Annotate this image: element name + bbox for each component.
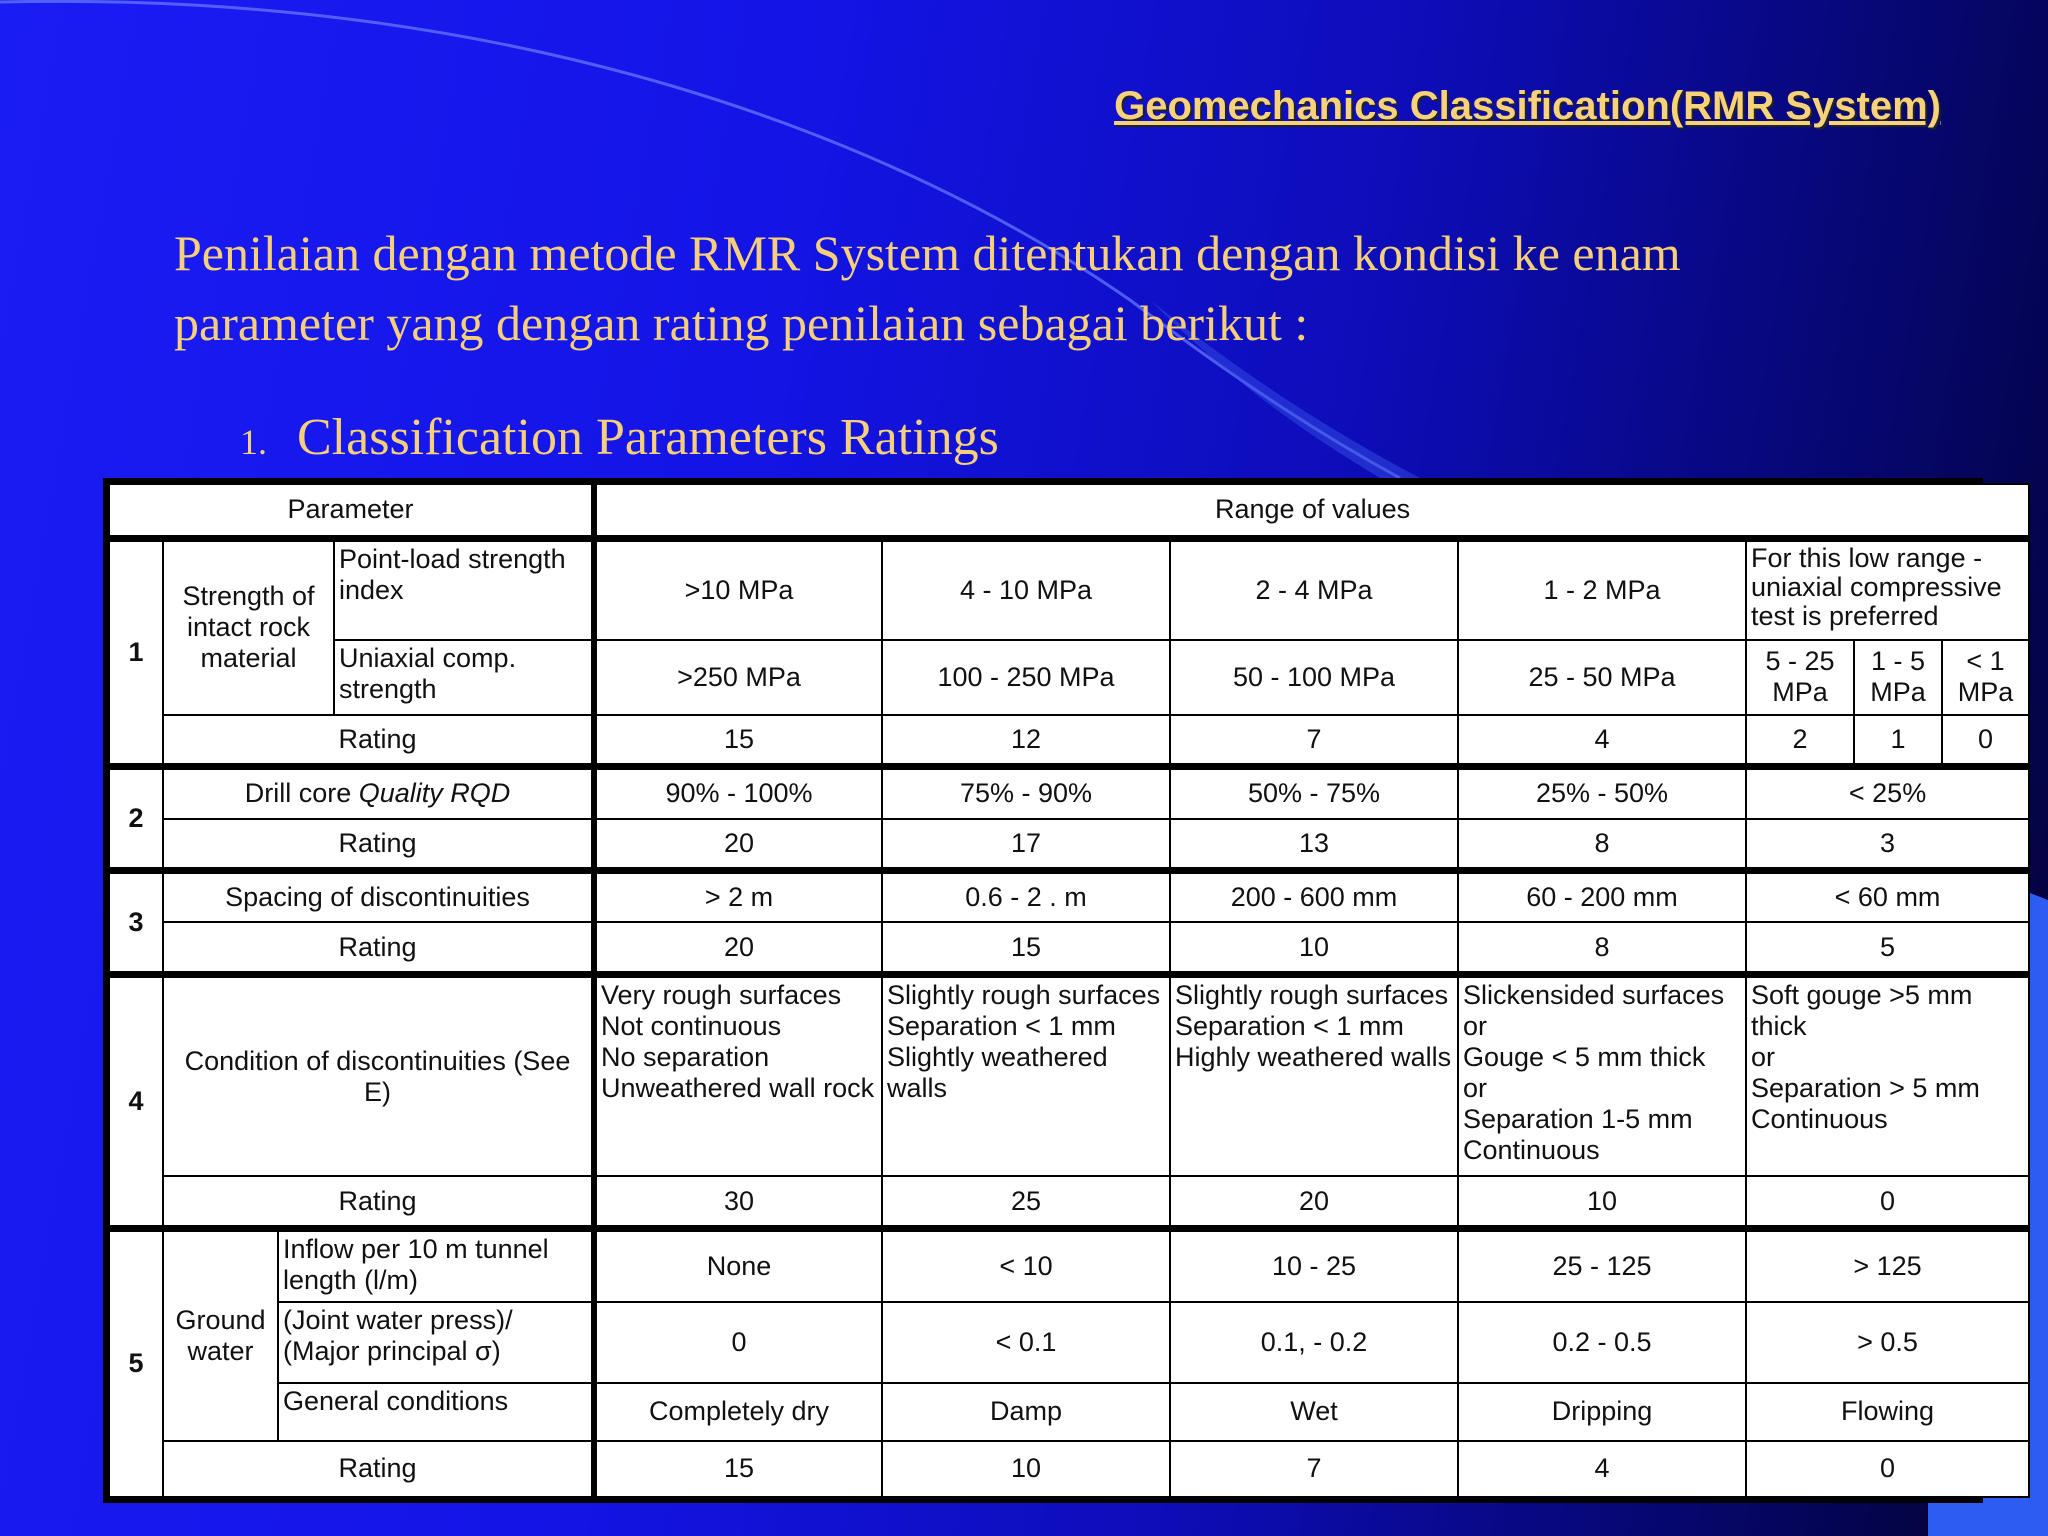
table-cell: < 1 MPa bbox=[1942, 640, 2029, 715]
rating-cell: 8 bbox=[1458, 819, 1746, 871]
table-cell: 60 - 200 mm bbox=[1458, 870, 1746, 922]
table-cell: 5 - 25 MPa bbox=[1746, 640, 1854, 715]
table-cell: None bbox=[594, 1228, 882, 1301]
table-cell: 75% - 90% bbox=[882, 767, 1170, 819]
table-cell: 1 - 2 MPa bbox=[1458, 538, 1746, 640]
rating-cell: 15 bbox=[882, 922, 1170, 974]
table-row bbox=[109, 1383, 2029, 1441]
table-row bbox=[109, 767, 2029, 819]
table-cell: Slightly rough surfaces Separation < 1 mm Highly weathered walls bbox=[1170, 974, 1458, 1176]
table-cell: 0 bbox=[594, 1302, 882, 1383]
slide-title: Geomechanics Classification(RMR System) bbox=[1114, 84, 1941, 128]
rating-label: Rating bbox=[163, 819, 594, 871]
table-row bbox=[109, 922, 2029, 974]
subheading-text: Classification Parameters Ratings bbox=[297, 409, 999, 466]
table-cell: Soft gouge >5 mm thick or Separation > 5 mm Continuous bbox=[1746, 974, 2029, 1176]
table-cell: 1 - 5 MPa bbox=[1854, 640, 1942, 715]
table-cell: 2 - 4 MPa bbox=[1170, 538, 1458, 640]
table-row bbox=[109, 974, 2029, 1176]
rating-cell: 0 bbox=[1746, 1441, 2029, 1497]
table-row bbox=[109, 819, 2029, 871]
rating-cell: 20 bbox=[1170, 1176, 1458, 1228]
table-cell: 100 - 250 MPa bbox=[882, 640, 1170, 715]
table-cell: Very rough surfaces Not continuous No separation Unweathered wall rock bbox=[594, 974, 882, 1176]
rating-cell: 10 bbox=[882, 1441, 1170, 1497]
rating-cell: 7 bbox=[1170, 1441, 1458, 1497]
rating-cell: 15 bbox=[594, 715, 882, 767]
rating-cell: 4 bbox=[1458, 1441, 1746, 1497]
sub-param-label: Point-load strength index bbox=[334, 538, 594, 640]
rating-cell: 15 bbox=[594, 1441, 882, 1497]
param-label: Spacing of discontinuities bbox=[163, 870, 594, 922]
rating-cell: 1 bbox=[1854, 715, 1942, 767]
rating-cell: 7 bbox=[1170, 715, 1458, 767]
table-cell: Dripping bbox=[1458, 1383, 1746, 1441]
header-range: Range of values bbox=[594, 484, 2029, 538]
rating-cell: 20 bbox=[594, 819, 882, 871]
rating-cell: 13 bbox=[1170, 819, 1458, 871]
table-cell: 25 - 125 bbox=[1458, 1228, 1746, 1301]
rmr-table-frame bbox=[103, 478, 2014, 1503]
table-cell: 25% - 50% bbox=[1458, 767, 1746, 819]
rating-cell: 5 bbox=[1746, 922, 2029, 974]
table-cell: Damp bbox=[882, 1383, 1170, 1441]
rating-cell: 20 bbox=[594, 922, 882, 974]
rating-cell: 3 bbox=[1746, 819, 2029, 871]
table-cell: 10 - 25 bbox=[1170, 1228, 1458, 1301]
table-cell: > 125 bbox=[1746, 1228, 2029, 1301]
table-cell: < 25% bbox=[1746, 767, 2029, 819]
table-row bbox=[109, 640, 2029, 715]
table-cell: 0.6 - 2 . m bbox=[882, 870, 1170, 922]
param-label-text: Drill core bbox=[244, 778, 359, 809]
param-label: Condition of discontinuities (See E) bbox=[163, 974, 594, 1176]
section-number: 5 bbox=[109, 1228, 163, 1497]
rating-label: Rating bbox=[163, 1176, 594, 1228]
header-parameter: Parameter bbox=[109, 484, 594, 538]
rating-cell: 30 bbox=[594, 1176, 882, 1228]
table-cell: > 0.5 bbox=[1746, 1302, 2029, 1383]
subheading bbox=[240, 408, 999, 467]
rating-label: Rating bbox=[163, 715, 594, 767]
rating-cell: 0 bbox=[1942, 715, 2029, 767]
table-cell: Slickensided surfaces or Gouge < 5 mm thick or Separation 1-5 mm Continuous bbox=[1458, 974, 1746, 1176]
table-cell: For this low range - uniaxial compressive test is preferred bbox=[1746, 538, 2029, 640]
table-cell: Slightly rough surfaces Separation < 1 mm Slightly weathered walls bbox=[882, 974, 1170, 1176]
table-cell: 50 - 100 MPa bbox=[1170, 640, 1458, 715]
section-number: 2 bbox=[109, 767, 163, 871]
rating-cell: 10 bbox=[1170, 922, 1458, 974]
table-cell: Flowing bbox=[1746, 1383, 2029, 1441]
sub-param-label: Uniaxial comp. strength bbox=[334, 640, 594, 715]
table-cell: 4 - 10 MPa bbox=[882, 538, 1170, 640]
sub-param-label: (Joint water press)/ (Major principal σ) bbox=[278, 1302, 594, 1383]
param-label: Strength of intact rock material bbox=[163, 538, 334, 715]
table-cell: 0.2 - 0.5 bbox=[1458, 1302, 1746, 1383]
rating-cell: 17 bbox=[882, 819, 1170, 871]
table-row bbox=[109, 715, 2029, 767]
table-row bbox=[109, 1302, 2029, 1383]
table-cell: Completely dry bbox=[594, 1383, 882, 1441]
table-cell: >250 MPa bbox=[594, 640, 882, 715]
table-row bbox=[109, 870, 2029, 922]
list-number: 1. bbox=[240, 422, 267, 462]
param-label bbox=[163, 767, 594, 819]
rating-cell: 2 bbox=[1746, 715, 1854, 767]
rating-cell: 0 bbox=[1746, 1176, 2029, 1228]
table-cell: < 60 mm bbox=[1746, 870, 2029, 922]
rating-cell: 8 bbox=[1458, 922, 1746, 974]
rating-cell: 4 bbox=[1458, 715, 1746, 767]
table-row bbox=[109, 1228, 2029, 1301]
rating-cell: 12 bbox=[882, 715, 1170, 767]
table-cell: < 0.1 bbox=[882, 1302, 1170, 1383]
intro-paragraph: Penilaian dengan metode RMR System ditentukan dengan kondisi ke enam parameter yang dengan rating penilaian sebagai berikut : bbox=[174, 225, 1681, 351]
table-row bbox=[109, 1176, 2029, 1228]
header-row bbox=[109, 484, 2029, 538]
table-cell: 0.1, - 0.2 bbox=[1170, 1302, 1458, 1383]
table-cell: 25 - 50 MPa bbox=[1458, 640, 1746, 715]
section-number: 1 bbox=[109, 538, 163, 767]
sub-param-label: Inflow per 10 m tunnel length (l/m) bbox=[278, 1228, 594, 1301]
table-row bbox=[109, 1441, 2029, 1497]
section-number: 3 bbox=[109, 870, 163, 974]
param-label: Ground water bbox=[163, 1228, 278, 1440]
table-cell: 200 - 600 mm bbox=[1170, 870, 1458, 922]
sub-param-label: General conditions bbox=[278, 1383, 594, 1441]
rating-cell: 10 bbox=[1458, 1176, 1746, 1228]
table-cell: 90% - 100% bbox=[594, 767, 882, 819]
rating-label: Rating bbox=[163, 1441, 594, 1497]
table-row bbox=[109, 538, 2029, 640]
rmr-ratings-table bbox=[108, 483, 2030, 1498]
rating-label: Rating bbox=[163, 922, 594, 974]
table-cell: > 2 m bbox=[594, 870, 882, 922]
table-cell: 50% - 75% bbox=[1170, 767, 1458, 819]
table-cell: < 10 bbox=[882, 1228, 1170, 1301]
rating-cell: 25 bbox=[882, 1176, 1170, 1228]
table-cell: >10 MPa bbox=[594, 538, 882, 640]
section-number: 4 bbox=[109, 974, 163, 1228]
table-cell: Wet bbox=[1170, 1383, 1458, 1441]
param-label-italic: Quality RQD bbox=[358, 778, 511, 809]
